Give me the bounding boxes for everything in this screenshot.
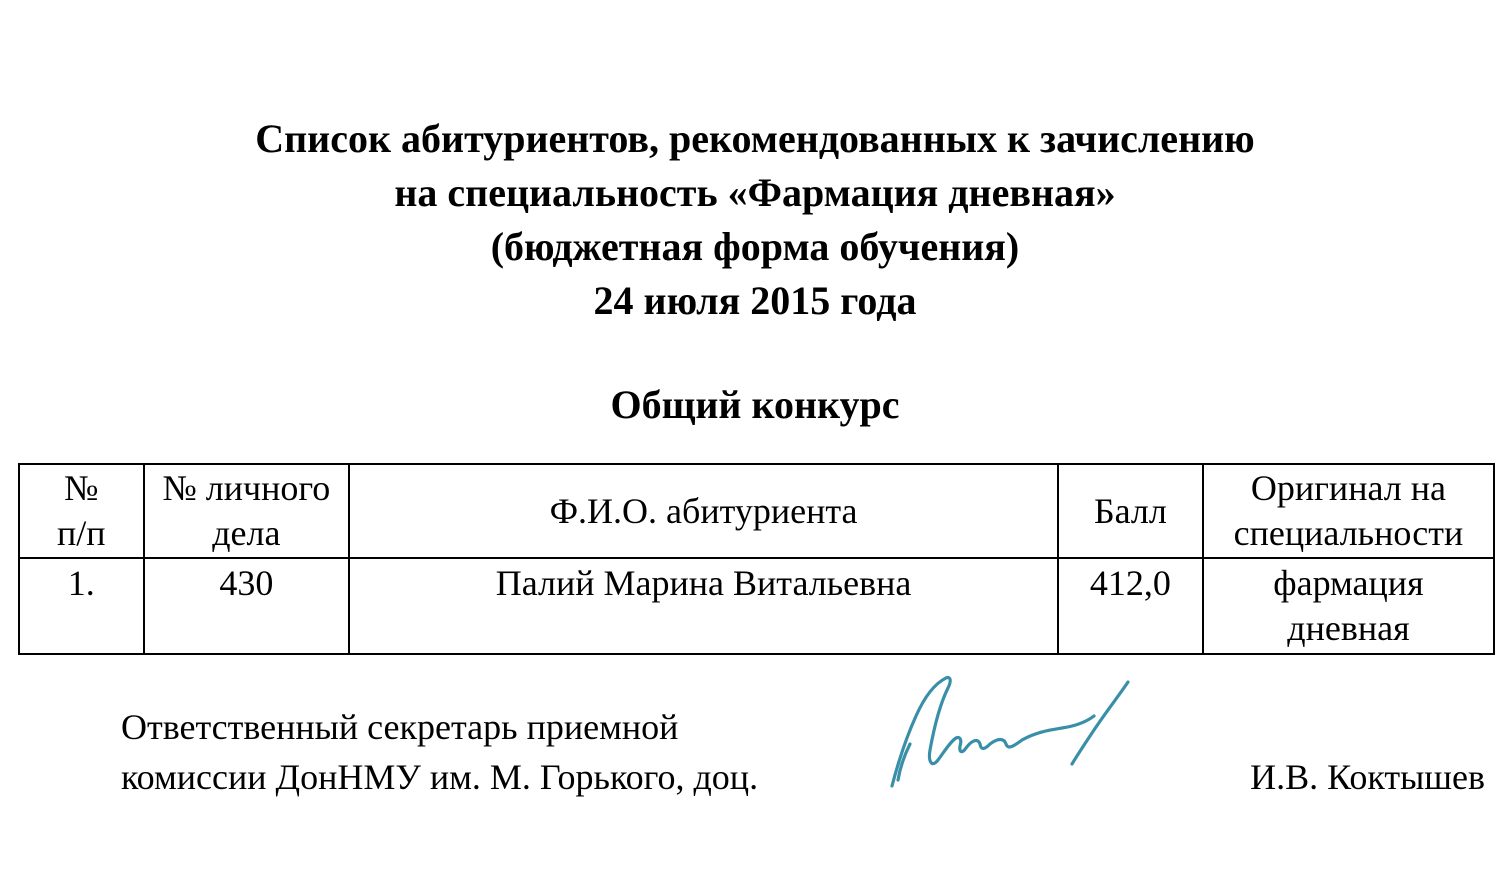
- signature-strokes: [892, 677, 1128, 786]
- cell-original-specialty-line2: дневная: [1287, 608, 1410, 648]
- header-applicant-name: Ф.И.О. абитуриента: [349, 464, 1058, 558]
- header-score: Балл: [1058, 464, 1203, 558]
- cell-applicant-name: Палий Марина Витальевна: [349, 558, 1058, 654]
- cell-case-number: 430: [144, 558, 350, 654]
- header-case-number-line1: № личного: [162, 468, 331, 508]
- title-date: 24 июля 2015 года: [593, 278, 917, 323]
- header-row-number-line2: п/п: [56, 513, 106, 553]
- title-line-1: Список абитуриентов, рекомендованных к зачислению: [255, 116, 1255, 161]
- header-case-number: [144, 464, 350, 558]
- cell-score: 412,0: [1058, 558, 1203, 654]
- cell-original-specialty-line1: фармация: [1273, 563, 1424, 603]
- cell-row-number: 1.: [19, 558, 144, 654]
- document-title: [0, 112, 1500, 328]
- signer-position-line2: комиссии ДонНМУ им. М. Горького, доц.: [121, 757, 759, 797]
- header-original-specialty-line2: специальности: [1233, 513, 1464, 553]
- cell-original-specialty: [1203, 558, 1494, 654]
- applicants-table: [18, 463, 1495, 655]
- title-line-2: на специальность «Фармация дневная»: [394, 170, 1116, 215]
- table-header-row: [19, 464, 1494, 558]
- header-original-specialty-line1: Оригинал на: [1250, 468, 1446, 508]
- title-line-3: (бюджетная форма обучения): [490, 224, 1020, 269]
- header-row-number-line1: №: [64, 468, 99, 508]
- signature-stroke-main: [892, 677, 1094, 786]
- signer-position: [121, 702, 758, 802]
- table-row: [19, 558, 1494, 654]
- header-case-number-line2: дела: [212, 513, 281, 553]
- signer-position-line1: Ответственный секретарь приемной: [121, 707, 679, 747]
- header-row-number: [19, 464, 144, 558]
- signer-name: И.В. Коктышев: [1250, 757, 1485, 797]
- competition-subtitle: Общий конкурс: [610, 382, 900, 427]
- handwritten-signature: [880, 668, 1150, 798]
- header-original-specialty: [1203, 464, 1494, 558]
